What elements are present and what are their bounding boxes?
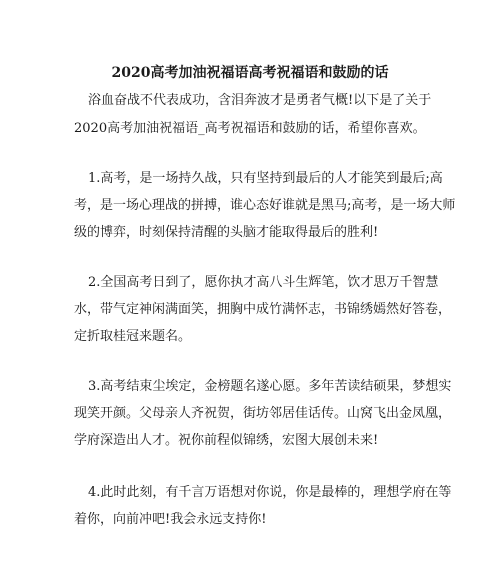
paragraph-line: 4.此时此刻，有千言万语想对你说，你是最棒的，理想学府在等	[88, 485, 452, 500]
document-title: 2020高考加油祝福语高考祝福语和鼓励的话	[111, 65, 389, 81]
paragraph-line: 2.全国高考日到了，愿你执才高八斗生辉笔，饮才思万千智慧	[88, 275, 439, 290]
paragraph-line: 级的博弈，时刻保持清醒的头脑才能取得最后的胜利!	[74, 225, 379, 240]
paragraph-line: 3.高考结束尘埃定，金榜题名遂心愿。多年苦读结硕果，梦想实	[88, 379, 452, 394]
intro-line: 浴血奋战不代表成功，含泪奔波才是勇者气概!以下是了关于	[88, 93, 432, 108]
paragraph-line: 现笑开颜。父母亲人齐祝贺，街坊邻居佳话传。山窝飞出金凤凰，	[74, 406, 452, 421]
paragraph-line: 着你，向前冲吧!我会永远支持你!	[74, 512, 267, 527]
paragraph-line: 水，带气定神闲满面笑，拥胸中成竹满怀志，书锦绣嫣然好答卷，	[74, 302, 452, 317]
paragraph-line: 1.高考，是一场持久战，只有坚持到最后的人才能笑到最后;高	[88, 171, 443, 186]
paragraph-line: 学府深造出人才。祝你前程似锦绣，宏图大展创未来!	[74, 433, 379, 448]
intro-line: 2020高考加油祝福语_高考祝福语和鼓励的话，希望你喜欢。	[74, 121, 426, 136]
paragraph-line: 定折取桂冠来题名。	[74, 329, 192, 344]
paragraph-line: 考，是一场心理战的拼搏，谁心态好谁就是黑马;高考，是一场大师	[74, 198, 456, 213]
